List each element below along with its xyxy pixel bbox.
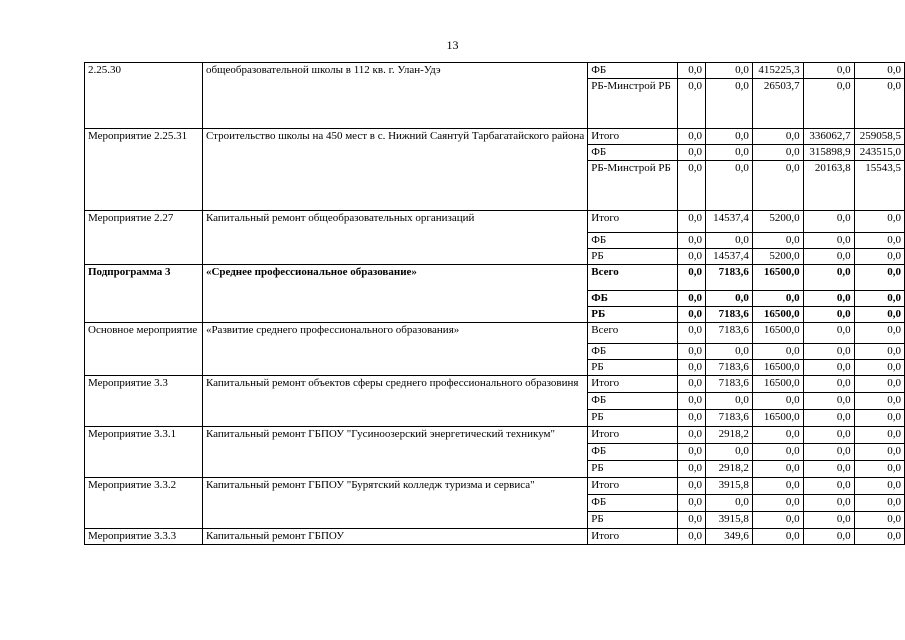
amount-cell: 0,0: [803, 323, 854, 344]
activity-code: Подпрограмма 3: [85, 265, 203, 323]
amount-cell: 0,0: [677, 410, 705, 427]
funding-source: РБ: [588, 410, 678, 427]
amount-cell: 16500,0: [752, 265, 803, 291]
amount-cell: 7183,6: [705, 307, 752, 323]
funding-source: Итого: [588, 478, 678, 495]
funding-source: ФБ: [588, 233, 678, 249]
amount-cell: 0,0: [854, 478, 904, 495]
amount-cell: 14537,4: [705, 249, 752, 265]
amount-cell: 0,0: [677, 161, 705, 211]
amount-cell: 16500,0: [752, 323, 803, 344]
funding-source: РБ: [588, 512, 678, 529]
amount-cell: 0,0: [677, 291, 705, 307]
amount-cell: 0,0: [803, 360, 854, 376]
table-row: [85, 129, 905, 145]
amount-cell: 0,0: [854, 410, 904, 427]
funding-source: Итого: [588, 427, 678, 444]
amount-cell: 5200,0: [752, 211, 803, 233]
amount-cell: 0,0: [752, 512, 803, 529]
activity-name: Строительство школы на 450 мест в с. Нижний Саянтуй Тарбагатайского района: [202, 129, 587, 211]
amount-cell: 0,0: [677, 344, 705, 360]
amount-cell: 0,0: [803, 233, 854, 249]
amount-cell: 0,0: [677, 79, 705, 129]
amount-cell: 0,0: [752, 529, 803, 545]
amount-cell: 0,0: [854, 307, 904, 323]
amount-cell: 0,0: [803, 249, 854, 265]
page-number: 13: [446, 38, 459, 52]
table-row: [85, 529, 905, 545]
amount-cell: 336062,7: [803, 129, 854, 145]
amount-cell: 7183,6: [705, 410, 752, 427]
amount-cell: 0,0: [705, 393, 752, 410]
table-row: [85, 478, 905, 495]
amount-cell: 0,0: [705, 444, 752, 461]
amount-cell: 0,0: [752, 291, 803, 307]
amount-cell: 7183,6: [705, 323, 752, 344]
table-row: [85, 427, 905, 444]
funding-source: ФБ: [588, 344, 678, 360]
amount-cell: 0,0: [803, 495, 854, 512]
amount-cell: 3915,8: [705, 478, 752, 495]
amount-cell: 0,0: [803, 478, 854, 495]
amount-cell: 0,0: [803, 427, 854, 444]
amount-cell: 0,0: [677, 265, 705, 291]
amount-cell: 0,0: [677, 211, 705, 233]
amount-cell: 315898,9: [803, 145, 854, 161]
amount-cell: 0,0: [803, 63, 854, 79]
amount-cell: 15543,5: [854, 161, 904, 211]
amount-cell: 0,0: [854, 512, 904, 529]
amount-cell: 0,0: [677, 307, 705, 323]
amount-cell: 0,0: [752, 427, 803, 444]
amount-cell: 0,0: [752, 393, 803, 410]
amount-cell: 0,0: [803, 211, 854, 233]
activity-name: Капитальный ремонт ГБПОУ: [202, 529, 587, 545]
funding-source: ФБ: [588, 444, 678, 461]
table-row: [85, 323, 905, 344]
amount-cell: 0,0: [803, 444, 854, 461]
amount-cell: 0,0: [677, 529, 705, 545]
amount-cell: 0,0: [854, 427, 904, 444]
table-row: [85, 63, 905, 79]
amount-cell: 415225,3: [752, 63, 803, 79]
amount-cell: 2918,2: [705, 461, 752, 478]
amount-cell: 0,0: [677, 427, 705, 444]
amount-cell: 0,0: [705, 233, 752, 249]
amount-cell: 0,0: [803, 344, 854, 360]
amount-cell: 0,0: [705, 344, 752, 360]
amount-cell: 0,0: [677, 360, 705, 376]
funding-source: Итого: [588, 376, 678, 393]
funding-source: РБ-Минстрой РБ: [588, 79, 678, 129]
amount-cell: 0,0: [854, 393, 904, 410]
activity-code: Мероприятие 3.3.2: [85, 478, 203, 529]
amount-cell: 0,0: [854, 323, 904, 344]
amount-cell: 16500,0: [752, 376, 803, 393]
amount-cell: 0,0: [677, 233, 705, 249]
amount-cell: 0,0: [803, 79, 854, 129]
activity-code: Мероприятие 2.27: [85, 211, 203, 265]
amount-cell: 0,0: [752, 344, 803, 360]
amount-cell: 0,0: [705, 79, 752, 129]
amount-cell: 0,0: [854, 79, 904, 129]
amount-cell: 0,0: [803, 410, 854, 427]
amount-cell: 0,0: [752, 461, 803, 478]
amount-cell: 0,0: [803, 265, 854, 291]
amount-cell: 26503,7: [752, 79, 803, 129]
amount-cell: 0,0: [803, 376, 854, 393]
amount-cell: 0,0: [854, 461, 904, 478]
amount-cell: 0,0: [803, 529, 854, 545]
amount-cell: 0,0: [854, 376, 904, 393]
funding-source: РБ: [588, 307, 678, 323]
amount-cell: 16500,0: [752, 307, 803, 323]
activity-name: Капитальный ремонт ГБПОУ "Гусиноозерский энергетический техникум": [202, 427, 587, 478]
amount-cell: 0,0: [854, 344, 904, 360]
funding-source: РБ: [588, 360, 678, 376]
funding-source: ФБ: [588, 495, 678, 512]
amount-cell: 16500,0: [752, 410, 803, 427]
activity-code: Мероприятие 3.3.1: [85, 427, 203, 478]
budget-table: [84, 62, 905, 545]
amount-cell: 0,0: [854, 529, 904, 545]
amount-cell: 3915,8: [705, 512, 752, 529]
amount-cell: 0,0: [752, 161, 803, 211]
amount-cell: 5200,0: [752, 249, 803, 265]
amount-cell: 0,0: [752, 233, 803, 249]
table-row: [85, 376, 905, 393]
funding-source: Итого: [588, 529, 678, 545]
table-row: [85, 211, 905, 233]
amount-cell: 7183,6: [705, 265, 752, 291]
amount-cell: 0,0: [705, 129, 752, 145]
amount-cell: 0,0: [854, 444, 904, 461]
amount-cell: 0,0: [677, 323, 705, 344]
amount-cell: 259058,5: [854, 129, 904, 145]
activity-name: «Развитие среднего профессионального образования»: [202, 323, 587, 376]
amount-cell: 0,0: [854, 265, 904, 291]
funding-source: Итого: [588, 211, 678, 233]
amount-cell: 0,0: [803, 461, 854, 478]
funding-source: ФБ: [588, 291, 678, 307]
amount-cell: 0,0: [752, 495, 803, 512]
amount-cell: 0,0: [677, 145, 705, 161]
funding-source: Всего: [588, 323, 678, 344]
amount-cell: 0,0: [854, 249, 904, 265]
amount-cell: 20163,8: [803, 161, 854, 211]
funding-source: РБ: [588, 249, 678, 265]
amount-cell: 0,0: [854, 63, 904, 79]
amount-cell: 0,0: [854, 211, 904, 233]
amount-cell: 0,0: [705, 145, 752, 161]
amount-cell: 0,0: [803, 512, 854, 529]
amount-cell: 0,0: [677, 478, 705, 495]
funding-source: ФБ: [588, 145, 678, 161]
amount-cell: 16500,0: [752, 360, 803, 376]
activity-code: Мероприятие 2.25.31: [85, 129, 203, 211]
activity-name: Капитальный ремонт общеобразовательных организаций: [202, 211, 587, 265]
amount-cell: 0,0: [854, 495, 904, 512]
amount-cell: 0,0: [677, 444, 705, 461]
amount-cell: 2918,2: [705, 427, 752, 444]
amount-cell: 0,0: [705, 495, 752, 512]
amount-cell: 349,6: [705, 529, 752, 545]
amount-cell: 14537,4: [705, 211, 752, 233]
amount-cell: 0,0: [803, 393, 854, 410]
amount-cell: 0,0: [854, 233, 904, 249]
funding-source: Всего: [588, 265, 678, 291]
amount-cell: 0,0: [752, 145, 803, 161]
activity-code: Мероприятие 3.3.3: [85, 529, 203, 545]
amount-cell: 0,0: [803, 291, 854, 307]
amount-cell: 7183,6: [705, 376, 752, 393]
amount-cell: 0,0: [854, 360, 904, 376]
amount-cell: 0,0: [752, 478, 803, 495]
amount-cell: 0,0: [752, 444, 803, 461]
activity-code: 2.25.30: [85, 63, 203, 129]
funding-source: Итого: [588, 129, 678, 145]
amount-cell: 0,0: [705, 161, 752, 211]
amount-cell: 0,0: [752, 129, 803, 145]
activity-name: «Среднее профессиональное образование»: [202, 265, 587, 323]
activity-code: Мероприятие 3.3: [85, 376, 203, 427]
amount-cell: 0,0: [705, 291, 752, 307]
funding-source: ФБ: [588, 393, 678, 410]
amount-cell: 243515,0: [854, 145, 904, 161]
activity-name: общеобразовательной школы в 112 кв. г. Улан-Удэ: [202, 63, 587, 129]
amount-cell: 0,0: [677, 129, 705, 145]
funding-source: РБ-Минстрой РБ: [588, 161, 678, 211]
amount-cell: 0,0: [705, 63, 752, 79]
activity-name: Капитальный ремонт ГБПОУ "Бурятский колледж туризма и сервиса": [202, 478, 587, 529]
amount-cell: 0,0: [677, 512, 705, 529]
amount-cell: 0,0: [677, 393, 705, 410]
activity-code: Основное мероприятие: [85, 323, 203, 376]
amount-cell: 7183,6: [705, 360, 752, 376]
activity-name: Капитальный ремонт объектов сферы среднего профессионального образовиня: [202, 376, 587, 427]
amount-cell: 0,0: [677, 461, 705, 478]
funding-source: РБ: [588, 461, 678, 478]
amount-cell: 0,0: [677, 63, 705, 79]
funding-source: ФБ: [588, 63, 678, 79]
amount-cell: 0,0: [854, 291, 904, 307]
table-row: [85, 265, 905, 291]
amount-cell: 0,0: [677, 249, 705, 265]
amount-cell: 0,0: [803, 307, 854, 323]
amount-cell: 0,0: [677, 495, 705, 512]
amount-cell: 0,0: [677, 376, 705, 393]
